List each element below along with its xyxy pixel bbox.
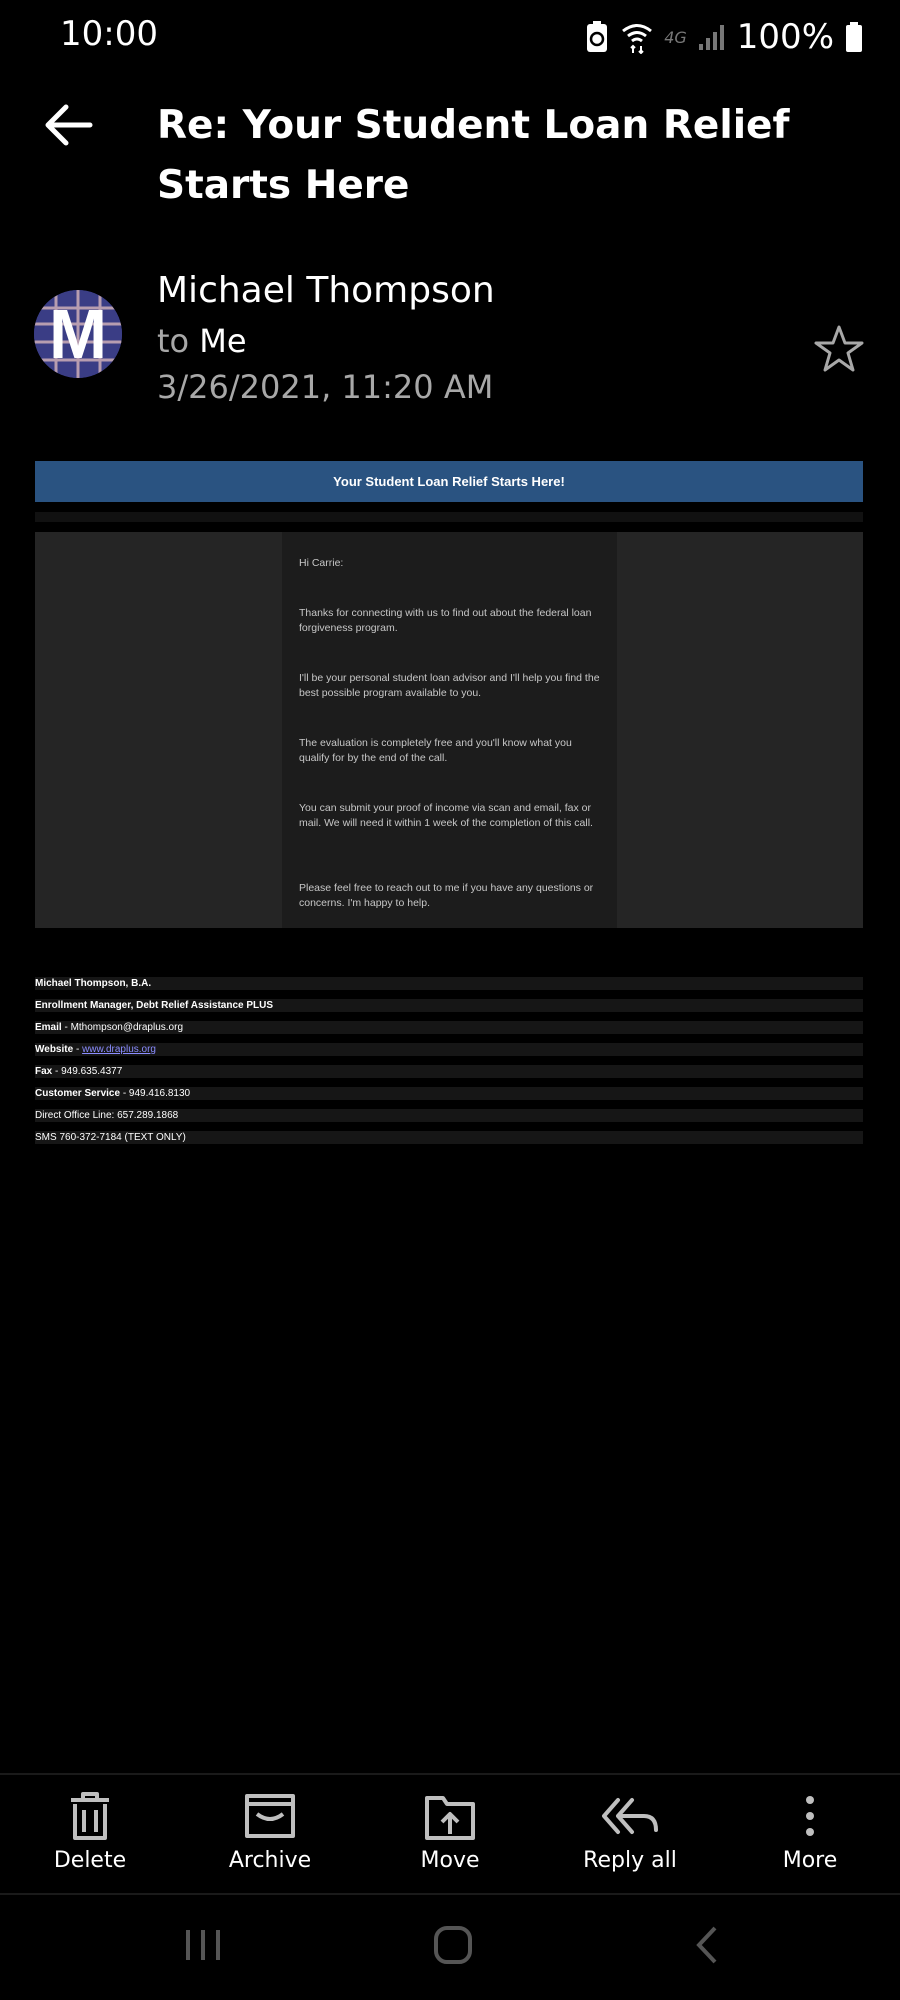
archive-tray-icon <box>243 1790 297 1842</box>
signature-title-text: Enrollment Manager, Debt Relief Assistance PLUS <box>35 1000 274 1011</box>
star-outline-icon <box>814 324 864 374</box>
star-button[interactable] <box>814 324 864 374</box>
move-button[interactable] <box>375 1790 525 1880</box>
signature-cs-value: - 949.416.8130 <box>120 1088 191 1099</box>
signature-website <box>35 1043 863 1056</box>
signature-fax-value: - 949.635.4377 <box>52 1066 123 1077</box>
reply-all-label: Reply all <box>583 1848 677 1873</box>
status-time: 10:00 <box>60 14 158 54</box>
network-type: 4G <box>664 27 687 47</box>
toolbar-divider <box>0 1773 900 1775</box>
signature-name-text: Michael Thompson, B.A. <box>35 978 152 989</box>
arrow-left-icon <box>40 100 100 150</box>
move-label: Move <box>420 1848 480 1873</box>
email-date: 3/26/2021, 11:20 AM <box>157 368 494 406</box>
email-greeting: Hi Carrie: <box>299 557 344 569</box>
home-nav-button[interactable] <box>430 1920 476 1970</box>
email-panel-right <box>617 532 863 928</box>
banner-divider <box>35 512 863 522</box>
back-button[interactable] <box>40 100 100 150</box>
vertical-dots-icon <box>800 1790 820 1842</box>
signal-icon <box>697 22 727 52</box>
signature-name <box>35 977 863 990</box>
signature-email-label: Email <box>35 1022 62 1033</box>
delete-label: Delete <box>53 1848 127 1873</box>
website-link[interactable]: www.draplus.org <box>82 1044 156 1055</box>
signature-website-label: Website <box>35 1044 74 1055</box>
avatar[interactable] <box>34 290 122 378</box>
sender-name: Michael Thompson <box>157 270 495 311</box>
archive-button[interactable] <box>195 1790 345 1880</box>
home-icon <box>430 1920 476 1970</box>
recents-icon <box>180 1920 226 1970</box>
status-icons <box>584 14 864 60</box>
trash-icon <box>65 1790 115 1842</box>
battery-percentage: 100% <box>736 17 834 57</box>
email-banner: Your Student Loan Relief Starts Here! <box>35 461 863 502</box>
signature-email-value: - Mthompson@draplus.org <box>61 1022 184 1033</box>
signature-title <box>35 999 863 1012</box>
email-message <box>299 556 604 911</box>
signature-fax <box>35 1065 863 1078</box>
email-paragraph: You can submit your proof of income via scan and email, fax or mail. We will need it within 1 week of the completion of this call. <box>299 802 593 829</box>
reply-all-icon <box>600 1790 660 1842</box>
email-paragraph: Please feel free to reach out to me if you have any questions or concerns. I'm happy to help. <box>299 882 594 909</box>
battery-saver-icon <box>584 20 610 54</box>
signature-direct-line: Direct Office Line: 657.289.1868 <box>35 1109 863 1122</box>
recipient-line <box>157 322 247 360</box>
email-paragraph: I'll be your personal student loan advisor and I'll help you find the best possible program available to you. <box>299 672 600 699</box>
signature-fax-label: Fax <box>35 1066 53 1077</box>
signature-cs-label: Customer Service <box>35 1088 121 1099</box>
signature-email <box>35 1021 863 1034</box>
back-nav-button[interactable] <box>685 1920 731 1970</box>
recents-nav-button[interactable] <box>180 1920 226 1970</box>
recipient-name: Me <box>199 322 247 360</box>
signature-website-sep: - <box>73 1044 83 1055</box>
wifi-icon <box>620 20 654 54</box>
battery-icon <box>844 21 864 53</box>
back-chevron-icon <box>685 1920 731 1970</box>
more-button[interactable] <box>735 1790 885 1880</box>
archive-label: Archive <box>228 1848 312 1873</box>
navbar-divider <box>0 1893 900 1895</box>
signature-sms: SMS 760-372-7184 (TEXT ONLY) <box>35 1131 863 1144</box>
signature-customer-service <box>35 1087 863 1100</box>
delete-button[interactable] <box>15 1790 165 1880</box>
email-paragraph: The evaluation is completely free and you'll know what you qualify for by the end of the call. <box>299 737 572 764</box>
avatar-letter: M <box>48 295 108 373</box>
reply-all-button[interactable] <box>555 1790 705 1880</box>
to-label: to <box>157 322 190 360</box>
email-paragraph: Thanks for connecting with us to find out about the federal loan forgiveness program. <box>299 607 592 634</box>
more-label: More <box>782 1848 838 1873</box>
email-subject: Re: Your Student Loan Relief Starts Here <box>157 103 790 208</box>
email-panel-left <box>35 532 282 928</box>
move-upload-icon <box>423 1790 477 1842</box>
